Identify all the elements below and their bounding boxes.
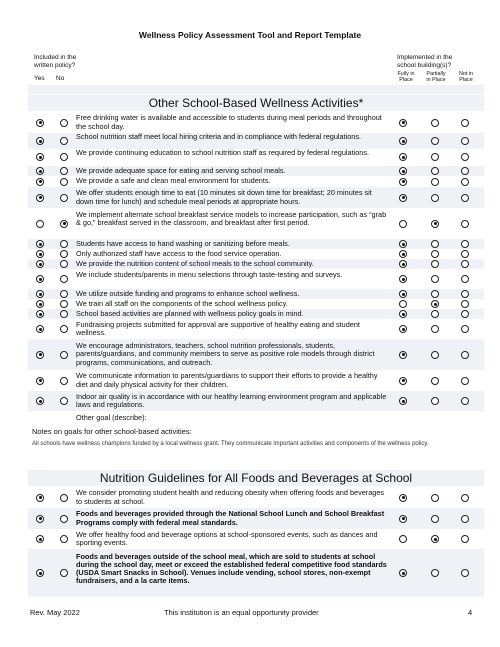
implemented-header [397, 54, 452, 70]
no-column-label: No [56, 75, 65, 82]
not-in-place-radio[interactable] [461, 119, 469, 127]
policy-no-radio[interactable] [60, 119, 68, 127]
fully-in-place-radio[interactable] [399, 153, 407, 161]
not-in-place-radio[interactable] [461, 194, 469, 202]
policy-no-radio[interactable] [60, 300, 68, 308]
policy-header-line1: Included in the [34, 54, 77, 61]
policy-yes-radio[interactable] [36, 377, 44, 385]
policy-no-radio[interactable] [60, 290, 68, 298]
table-row [28, 370, 484, 391]
table-row [28, 133, 484, 149]
partially-in-place-radio[interactable] [431, 290, 439, 298]
not-in-place-radio[interactable] [461, 137, 469, 145]
footer-page-number: 4 [468, 608, 473, 617]
policy-yes-radio[interactable] [36, 290, 44, 298]
partially-in-place-radio[interactable] [431, 569, 439, 577]
policy-yes-radio[interactable] [36, 220, 44, 228]
table-row [28, 187, 484, 208]
item-text: We train all staff on the components of the school wellness policy. [76, 298, 288, 308]
table-row [28, 166, 484, 176]
table-row [28, 487, 484, 508]
not-in-place-radio[interactable] [461, 310, 469, 318]
table-row [28, 249, 484, 259]
not-in-place-radio[interactable] [461, 535, 469, 543]
not-in-place-radio[interactable] [461, 515, 469, 523]
not-in-place-radio[interactable] [461, 153, 469, 161]
yes-column-label: Yes [34, 75, 45, 82]
not-in-place-radio[interactable] [461, 569, 469, 577]
partially-in-place-radio[interactable] [431, 397, 439, 405]
not-in-place-radio[interactable] [461, 351, 469, 359]
fully-in-place-radio[interactable] [399, 310, 407, 318]
policy-no-radio[interactable] [60, 325, 68, 333]
fully-in-place-radio[interactable] [399, 178, 407, 186]
fully-in-place-radio[interactable] [399, 515, 407, 523]
fully-in-place-radio[interactable] [399, 119, 407, 127]
item-text: Students have access to hand washing or sanitizing before meals. [76, 238, 290, 248]
partially-in-place-radio[interactable] [431, 178, 439, 186]
policy-yes-radio[interactable] [36, 300, 44, 308]
fully-in-place-radio[interactable] [399, 275, 407, 283]
item-text: We utilize outside funding and programs to enhance school wellness. [76, 288, 300, 298]
table-row [28, 208, 484, 239]
not-in-place-radio[interactable] [461, 397, 469, 405]
partially-in-place-radio[interactable] [431, 194, 439, 202]
policy-no-radio[interactable] [60, 137, 68, 145]
policy-yes-radio[interactable] [36, 137, 44, 145]
table-row [28, 289, 484, 299]
policy-no-radio[interactable] [60, 310, 68, 318]
fully-in-place-radio[interactable] [399, 569, 407, 577]
partially-in-place-radio[interactable] [431, 167, 439, 175]
partial-label-line1: Partially [426, 71, 446, 77]
table-row [28, 176, 484, 187]
not-in-place-radio[interactable] [461, 167, 469, 175]
fully-label-line1: Fully in [397, 71, 415, 77]
partially-in-place-radio[interactable] [431, 300, 439, 308]
policy-no-radio[interactable] [60, 178, 68, 186]
not-in-place-radio[interactable] [461, 240, 469, 248]
policy-no-radio[interactable] [60, 535, 68, 543]
item-text: Free drinking water is available and accessible to students during meal periods and throughout the school day. [76, 113, 382, 131]
not-label-line2: Place [459, 77, 473, 84]
item-text: School nutrition staff meet local hiring criteria and in compliance with federal regulations. [76, 132, 361, 141]
section1-title: Other School-Based Wellness Activities* [148, 96, 364, 110]
fully-in-place-radio[interactable] [399, 220, 407, 228]
partially-in-place-radio[interactable] [431, 377, 439, 385]
fully-label-line2: Place [399, 77, 413, 84]
table-row [28, 149, 484, 165]
policy-yes-radio[interactable] [36, 119, 44, 127]
header-band [28, 85, 484, 94]
partially-in-place-label [423, 71, 449, 83]
fully-in-place-radio[interactable] [399, 300, 407, 308]
policy-no-radio[interactable] [60, 569, 68, 577]
item-text: Indoor air quality is in accordance with our healthy learning environment program and applicable laws and regulations. [76, 391, 387, 409]
not-in-place-radio[interactable] [461, 290, 469, 298]
policy-yes-radio[interactable] [36, 535, 44, 543]
policy-yes-radio[interactable] [36, 569, 44, 577]
partially-in-place-radio[interactable] [431, 220, 439, 228]
partially-in-place-radio[interactable] [431, 515, 439, 523]
item-text: We communicate information to parents/guardians to support their efforts to provide a healthy diet and daily physical activity for their children. [76, 371, 378, 389]
partially-in-place-radio[interactable] [431, 250, 439, 258]
fully-in-place-radio[interactable] [399, 260, 407, 268]
item-text: We offer healthy food and beverage options at school-sponsored events, such as dances and sporting events. [76, 529, 378, 547]
table-row [28, 319, 484, 339]
fully-in-place-radio[interactable] [399, 494, 407, 502]
policy-yes-radio[interactable] [36, 310, 44, 318]
fully-in-place-radio[interactable] [399, 290, 407, 298]
not-label-line1: Not in [458, 71, 474, 77]
policy-yes-radio[interactable] [36, 178, 44, 186]
policy-no-radio[interactable] [60, 167, 68, 175]
not-in-place-radio[interactable] [461, 220, 469, 228]
item-text: We implement alternate school breakfast service models to increase participation, such as “grab & go,” breakfast served in the classroom, and breakfast after first period. [76, 210, 387, 228]
partially-in-place-radio[interactable] [431, 119, 439, 127]
table-row [28, 529, 484, 549]
not-in-place-radio[interactable] [461, 178, 469, 186]
partially-in-place-radio[interactable] [431, 275, 439, 283]
policy-no-radio[interactable] [60, 351, 68, 359]
fully-in-place-radio[interactable] [399, 377, 407, 385]
table-row [28, 391, 484, 411]
policy-no-radio[interactable] [60, 494, 68, 502]
implemented-header-line2: school building(s)? [397, 62, 452, 69]
policy-no-radio[interactable] [60, 260, 68, 268]
partially-in-place-radio[interactable] [431, 137, 439, 145]
partially-in-place-radio[interactable] [431, 240, 439, 248]
policy-yes-radio[interactable] [36, 250, 44, 258]
fully-in-place-radio[interactable] [399, 325, 407, 333]
item-text: We provide the nutrition content of school meals to the school community. [76, 258, 314, 268]
notes-label: Notes on goals for other school-based activities: [32, 427, 192, 436]
policy-yes-radio[interactable] [36, 260, 44, 268]
policy-yes-radio[interactable] [36, 153, 44, 161]
fully-in-place-radio[interactable] [399, 250, 407, 258]
policy-no-radio[interactable] [60, 220, 68, 228]
item-text: Other goal (describe): [76, 412, 147, 422]
table-row [28, 339, 484, 370]
implemented-header-line1: Implemented in the [397, 54, 453, 61]
item-text: We include students/parents in menu selections through taste-testing and surveys. [76, 269, 343, 279]
not-in-place-radio[interactable] [461, 275, 469, 283]
item-text: We encourage administrators, teachers, school nutrition professionals, students, parents/guardians, and community members to serve as positive role models through district programs, communications, and outreach. [76, 341, 375, 367]
item-text: We provide adequate space for eating and serving school meals. [76, 165, 286, 175]
table-row [28, 299, 484, 309]
policy-yes-radio[interactable] [36, 351, 44, 359]
policy-no-radio[interactable] [60, 240, 68, 248]
table-row [28, 411, 484, 425]
policy-yes-radio[interactable] [36, 494, 44, 502]
policy-yes-radio[interactable] [36, 397, 44, 405]
table-row [28, 309, 484, 319]
item-text: We offer students enough time to eat (10 minutes sit down time for breakfast; 20 minutes sit down time for lunch) and schedule meal periods at appropriate hours. [76, 188, 372, 206]
policy-no-radio[interactable] [60, 194, 68, 202]
partially-in-place-radio[interactable] [431, 494, 439, 502]
notes-text: All schools have wellness champions funded by a local wellness grant. They communicate important activities and components of the wellness policy. [32, 441, 429, 447]
partially-in-place-radio[interactable] [431, 351, 439, 359]
table-row [28, 269, 484, 289]
footer-center: This institution is an equal opportunity provider [164, 608, 319, 617]
policy-yes-radio[interactable] [36, 325, 44, 333]
fully-in-place-radio[interactable] [399, 167, 407, 175]
policy-no-radio[interactable] [60, 377, 68, 385]
fully-in-place-radio[interactable] [399, 137, 407, 145]
table-row [28, 549, 484, 597]
policy-no-radio[interactable] [60, 153, 68, 161]
policy-no-radio[interactable] [60, 515, 68, 523]
policy-yes-radio[interactable] [36, 515, 44, 523]
partially-in-place-radio[interactable] [431, 260, 439, 268]
not-in-place-label [453, 71, 479, 83]
not-in-place-radio[interactable] [461, 250, 469, 258]
table-row [28, 508, 484, 529]
fully-in-place-radio[interactable] [399, 351, 407, 359]
item-text: We provide a safe and clean meal environment for students. [76, 176, 271, 186]
page-title: Wellness Policy Assessment Tool and Report Template [138, 30, 362, 40]
policy-no-radio[interactable] [60, 397, 68, 405]
not-in-place-radio[interactable] [461, 300, 469, 308]
item-text: Only authorized staff have access to the food service operation. [76, 248, 282, 258]
section2-title: Nutrition Guidelines for All Foods and Beverages at School [99, 471, 413, 485]
table-row [28, 259, 484, 269]
item-text: We provide continuing education to school nutrition staff as required by federal regulations. [76, 148, 370, 157]
not-in-place-radio[interactable] [461, 325, 469, 333]
partially-in-place-radio[interactable] [431, 325, 439, 333]
policy-yes-radio[interactable] [36, 167, 44, 175]
policy-header-line2: written policy? [34, 62, 76, 69]
policy-no-radio[interactable] [60, 275, 68, 283]
policy-header [34, 54, 76, 70]
not-in-place-radio[interactable] [461, 494, 469, 502]
partially-in-place-radio[interactable] [431, 153, 439, 161]
fully-in-place-radio[interactable] [399, 535, 407, 543]
policy-yes-radio[interactable] [36, 194, 44, 202]
partial-label-line2: in Place [426, 77, 446, 84]
fully-in-place-radio[interactable] [399, 240, 407, 248]
not-in-place-radio[interactable] [461, 260, 469, 268]
fully-in-place-radio[interactable] [399, 194, 407, 202]
item-text: We consider promoting student health and reducing obesity when offering foods and beverages to students at school. [76, 488, 385, 506]
table-row [28, 112, 484, 133]
item-text: Fundraising projects submitted for approval are supportive of healthy eating and student wellness. [76, 319, 360, 337]
policy-yes-radio[interactable] [36, 240, 44, 248]
fully-in-place-label [393, 71, 419, 83]
not-in-place-radio[interactable] [461, 377, 469, 385]
partially-in-place-radio[interactable] [431, 535, 439, 543]
footer-revision: Rev. May 2022 [30, 608, 80, 617]
item-text: Foods and beverages provided through the National School Lunch and School Breakfast Programs comply with federal meal standards. [76, 509, 385, 527]
fully-in-place-radio[interactable] [399, 397, 407, 405]
policy-no-radio[interactable] [60, 250, 68, 258]
item-text: School based activities are planned with wellness policy goals in mind. [76, 308, 304, 318]
item-text: Foods and beverages outside of the school meal, which are sold to students at school during the school day, meet or exceed the established federal competitive food standards (USDA Smart Snacks in School). Venues include vending, school stores, non-exempt fundraisers, and a la carte items. [76, 551, 387, 586]
partially-in-place-radio[interactable] [431, 310, 439, 318]
table-row [28, 239, 484, 249]
policy-yes-radio[interactable] [36, 275, 44, 283]
